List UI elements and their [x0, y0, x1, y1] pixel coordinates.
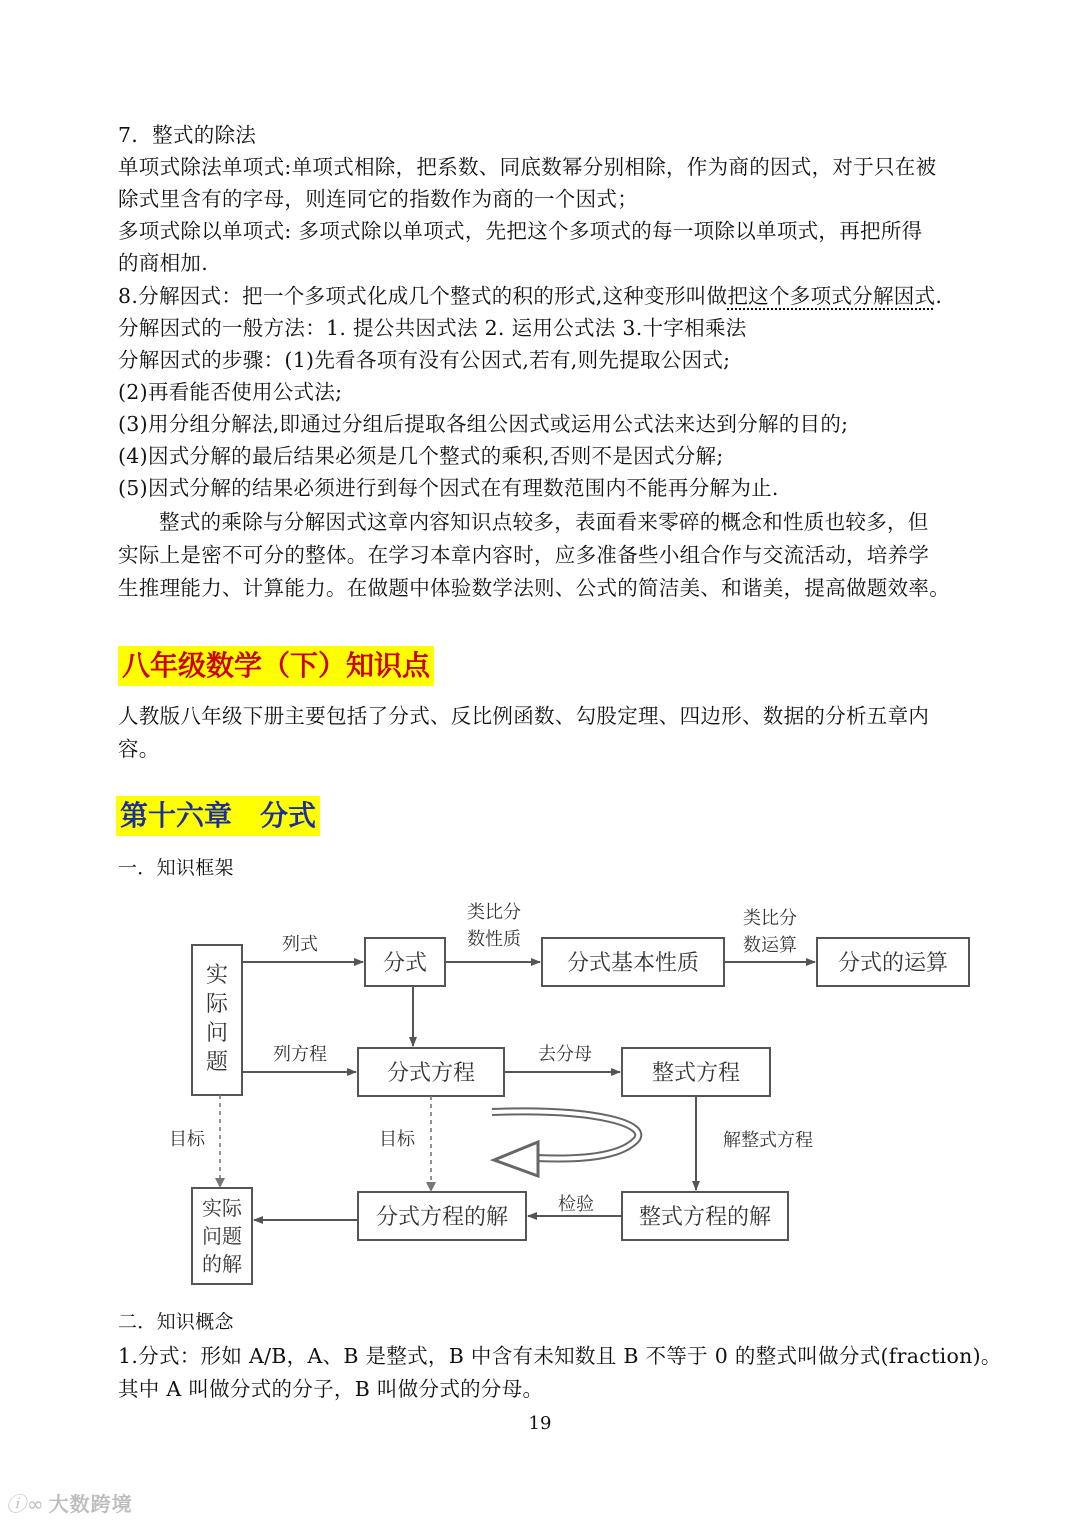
edge-goal-middle-head: [426, 1182, 436, 1192]
grade8-intro-1: 人教版八年级下册主要包括了分式、反比例函数、勾股定理、四边形、数据的分析五章内: [118, 704, 930, 728]
edge-analogy-property-line-1: 类比分: [467, 902, 521, 923]
grade8-intro-2: 容。: [118, 737, 160, 761]
node-real-problem-solution-line-3: 的解: [202, 1252, 242, 1276]
concept-line-1: 1.分式：形如 A/B，A、B 是整式，B 中含有未知数且 B 不等于 0 的整式叫做分式(fraction)。: [118, 1344, 1002, 1368]
section7-line-1: 单项式除法单项式:单项式相除，把系数、同底数幂分别相除，作为商的因式，对于只在被: [118, 155, 937, 179]
node-integral-equation-solution-label: 整式方程的解: [638, 1205, 772, 1230]
node-fraction-label: 分式: [382, 951, 428, 976]
watermark-logo-icon: ⓘ∞: [6, 1492, 45, 1516]
edge-goal-left-label: 目标: [169, 1129, 205, 1150]
section8-step-3: (3)用分组分解法,即通过分组后提取各组公因式或运用公式法来达到分解的目的;: [118, 412, 849, 436]
node-real-problem-char-4: 题: [205, 1050, 229, 1075]
framework-title: 一．知识框架: [118, 857, 234, 879]
grade8-heading: 八年级数学（下）知识点: [118, 646, 434, 686]
concept-line-2: 其中 A 叫做分式的分子，B 叫做分式的分母。: [118, 1377, 544, 1401]
section8-step-2: (2)再看能否使用公式法;: [118, 380, 343, 404]
edge-goal-middle-label: 目标: [379, 1129, 415, 1150]
summary-line-3: 生推理能力、计算能力。在做题中体验数学法则、公式的简洁美、和谐美，提高做题效率。: [118, 576, 950, 600]
chapter16-heading: 第十六章 分式: [116, 796, 320, 836]
section7-line-3: 多项式除以单项式: 多项式除以单项式，先把这个多项式的每一项除以单项式，再把所得: [118, 219, 923, 243]
section8-def-prefix: 8.分解因式：把一个多项式化成几个整式的积的形式,这种变形叫做: [118, 284, 728, 308]
node-real-problem-char-3: 问: [205, 1021, 229, 1046]
section7-title: 7．整式的除法: [118, 123, 257, 147]
section7-line-2: 除式里含有的字母，则连同它的指数作为商的一个因式；: [118, 187, 638, 211]
node-fraction-equation-solution-label: 分式方程的解: [375, 1205, 509, 1230]
summary-line-1: 整式的乘除与分解因式这章内容知识点较多，表面看来零碎的概念和性质也较多，但: [159, 510, 929, 534]
watermark-text: 大数跨境: [48, 1492, 133, 1516]
node-real-problem-solution-line-1: 实际: [202, 1196, 242, 1220]
node-real-problem-char-1: 实: [205, 963, 229, 988]
edge-check-label: 检验: [558, 1194, 594, 1215]
section7-line-4: 的商相加.: [118, 251, 209, 275]
page-number: 19: [528, 1413, 552, 1434]
node-fraction-equation-label: 分式方程: [386, 1061, 476, 1086]
section8-step-4: (4)因式分解的最后结果必须是几个整式的乘积,否则不是因式分解;: [118, 444, 724, 468]
node-real-problem-char-2: 际: [205, 992, 229, 1017]
section8-def-suffix: .: [935, 284, 943, 308]
summary-line-2: 实际上是密不可分的整体。在学习本章内容时，应多准备些小组合作与交流活动，培养学: [118, 543, 930, 567]
edge-goal-left-head: [215, 1178, 225, 1188]
section8-step-5: (5)因式分解的结果必须进行到每个因式在有理数范围内不能再分解为止.: [118, 476, 779, 500]
node-fraction-basic-property-label: 分式基本性质: [566, 951, 700, 976]
concept-title: 二．知识概念: [118, 1311, 234, 1333]
edge-remove-denominator-label: 去分母: [538, 1044, 592, 1065]
curved-return-arrow-head: [494, 1142, 538, 1176]
watermark: [6, 1488, 133, 1517]
section8-methods: 分解因式的一般方法：1. 提公共因式法 2. 运用公式法 3.十字相乘法: [118, 316, 747, 340]
section8-def-underlined: 把这个多项式分解因式: [727, 284, 936, 308]
node-integral-equation-label: 整式方程: [651, 1061, 741, 1086]
edge-solve-integral-label: 解整式方程: [723, 1130, 813, 1151]
edge-analogy-operation-line-2: 数运算: [743, 935, 797, 956]
node-fraction-operations-label: 分式的运算: [837, 951, 949, 976]
edge-analogy-property-line-2: 数性质: [467, 929, 521, 950]
edge-formulate-equation-label: 列方程: [273, 1044, 327, 1065]
section8-step-1: 分解因式的步骤：(1)先看各项有没有公因式,若有,则先提取公因式;: [118, 348, 731, 372]
edge-formulate-label: 列式: [282, 934, 318, 955]
node-real-problem-solution-line-2: 问题: [202, 1224, 242, 1248]
edge-analogy-operation-line-1: 类比分: [743, 908, 797, 929]
